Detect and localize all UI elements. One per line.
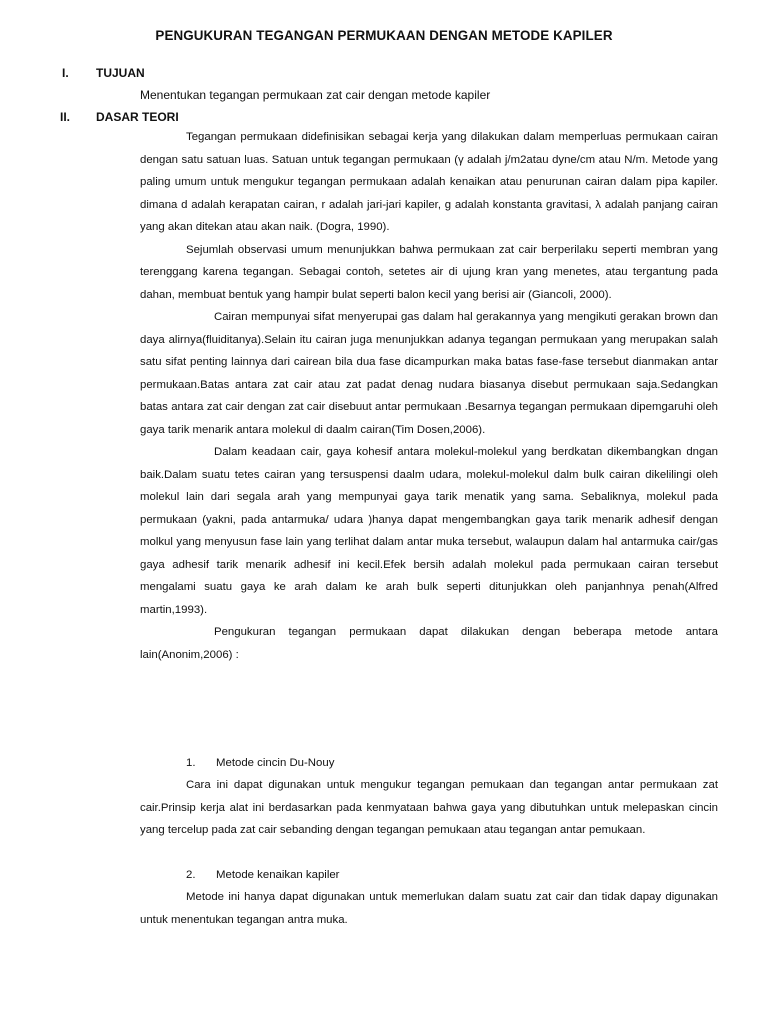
tujuan-text: Menentukan tegangan permukaan zat cair dengan metode kapiler bbox=[140, 88, 491, 102]
section-2-number: II. bbox=[60, 110, 71, 124]
paragraph: Pengukuran tegangan permukaan dapat dilakukan dengan beberapa metode antara lain(Anonim,2006) : bbox=[140, 626, 718, 661]
paragraph: Tegangan permukaan didefinisikan sebagai kerja yang dilakukan dalam memperluas permukaan cairan dengan satu satuan luas. Satuan untuk tegangan permukaan (γ adalah j/m2atau dyne/cm atau N/m. Metode yang paling umum untuk mengukur tegangan permukaan adalah kenaikan atau penurunan cairan dalam pipa kapiler. dimana d adalah kerapatan cairan, r adalah jari-jari kapiler, g adalah konstanta gravitasi, λ adalah panjang cairan yang akan ditekan atau akan naik. (Dogra, 1990). bbox=[140, 131, 718, 233]
method-1-description-block bbox=[140, 774, 718, 842]
paragraph: Cairan mempunyai sifat menyerupai gas dalam hal gerakannya yang mengikuti gerakan brown dan daya alirnya(fluiditanya).Selain itu cairan juga menunjukkan adanya tegangan permukaan yang merupakan salah satu sifat penting lainnya dari cairean bila dua fase dicampurkan maka batas fase-fase tersebut dianmakan antar permukaan.Batas antara zat cair atau zat padat denag nudara biasanya disebut permukaan saja.Sedangkan batas antara zat cair dengan zat cair disebuut antar permukaan .Besarnya tegangan permukaan dipemgaruhi oleh gaya tarik menarik antara molekul di daalm cairan(Tim Dosen,2006). bbox=[140, 311, 718, 436]
section-1-heading: TUJUAN bbox=[96, 66, 145, 80]
section-1-number: I. bbox=[62, 66, 69, 80]
method-2-description: Metode ini hanya dapat digunakan untuk memerlukan dalam suatu zat cair dan tidak dapay digunakan untuk menentukan tegangan antra muka. bbox=[140, 891, 718, 926]
method-1-description: Cara ini dapat digunakan untuk mengukur tegangan pemukaan dan tegangan antar permukaan zat cair.Prinsip kerja alat ini berdasarkan pada kenmyataan bahwa gaya yang dibutuhkan untuk melepaskan cincin yang tercelup pada zat cair sebanding dengan tegangan pemukaan atau tegangan antar pemukaan. bbox=[140, 779, 718, 836]
method-1-number: 1. bbox=[186, 757, 196, 769]
method-2-name: Metode kenaikan kapiler bbox=[216, 869, 340, 881]
method-2-number: 2. bbox=[186, 869, 196, 881]
method-2-description-block bbox=[140, 886, 718, 931]
document-title: PENGUKURAN TEGANGAN PERMUKAAN DENGAN METODE KAPILER bbox=[155, 28, 613, 43]
paragraph: Sejumlah observasi umum menunjukkan bahwa permukaan zat cair berperilaku seperti membran yang terenggang karena tegangan. Sebagai contoh, setetes air di ujung kran yang menetes, atau tergantung pada dahan, membuat bentuk yang hampir bulat seperti balon kecil yang berisi air (Giancoli, 2000). bbox=[140, 243, 718, 301]
dasar-teori-body bbox=[140, 126, 718, 666]
method-1-name: Metode cincin Du-Nouy bbox=[216, 757, 335, 769]
paragraph: Dalam keadaan cair, gaya kohesif antara molekul-molekul yang berdkatan dikembangkan dngan baik.Dalam suatu tetes cairan yang tersuspensi daalm udara, molekul-molekul dalm bulk cairan dikelilingi oleh molekul lain dari segala arah yang mempunyai gaya tarik menatik yang sama. Sebaliknya, molekul pada permukaan (yakni, pada antarmuka/ udara )hanya dapat mengembangkan gaya tarik menarik adhesif dengan molkul yang menyusun fase lain yang terlihat dalam antar muka tersebut, walaupun dalam hal antarmuka cair/gas gaya adhesif tarik menarik adhesif ini kecil.Efek bersih adalah molekul pada permukaan cairan tersebut mengalami suatu gaya ke arah dalam ke arah bulk seperti ditunjukkan oleh panjanhnya penah(Alfred martin,1993). bbox=[140, 446, 718, 616]
section-2-heading: DASAR TEORI bbox=[96, 110, 179, 124]
